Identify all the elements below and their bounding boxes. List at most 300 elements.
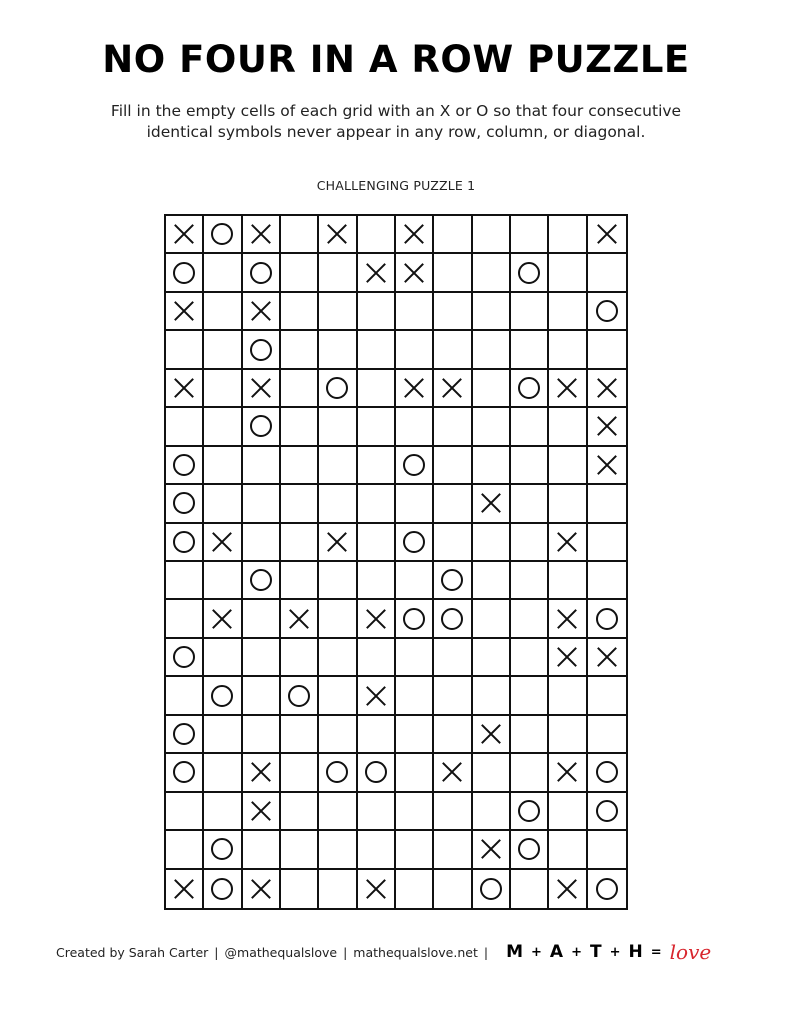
grid-cell[interactable] [319, 408, 357, 446]
grid-cell[interactable] [473, 793, 511, 831]
grid-cell[interactable] [319, 254, 357, 292]
x-mark-icon [366, 609, 386, 629]
grid-cell[interactable] [319, 831, 357, 869]
x-mark-icon [251, 301, 271, 321]
grid-cell[interactable] [434, 524, 472, 562]
grid-cell[interactable] [166, 600, 204, 638]
o-mark-icon [173, 531, 195, 553]
o-mark-icon [211, 223, 233, 245]
grid-cell[interactable] [166, 408, 204, 446]
grid-cell[interactable] [243, 677, 281, 715]
grid-cell [473, 716, 511, 754]
grid-cell[interactable] [358, 216, 396, 254]
grid-cell[interactable] [473, 562, 511, 600]
grid-cell[interactable] [434, 831, 472, 869]
brand-letter-h: H [628, 942, 643, 962]
grid-cell[interactable] [281, 485, 319, 523]
x-mark-icon [174, 301, 194, 321]
grid-cell [166, 447, 204, 485]
grid-cell [166, 254, 204, 292]
grid-cell [396, 370, 434, 408]
grid-cell[interactable] [396, 677, 434, 715]
puzzle-subtitle: CHALLENGING PUZZLE 1 [316, 178, 476, 193]
grid-cell[interactable] [281, 524, 319, 562]
grid-cell [166, 754, 204, 792]
grid-cell[interactable] [549, 447, 587, 485]
grid-cell[interactable] [166, 331, 204, 369]
grid-cell [281, 600, 319, 638]
grid-cell [396, 447, 434, 485]
grid-cell[interactable] [243, 485, 281, 523]
grid-cell[interactable] [243, 831, 281, 869]
x-mark-icon [557, 609, 577, 629]
o-mark-icon [173, 761, 195, 783]
grid-cell [166, 524, 204, 562]
o-mark-icon [173, 454, 195, 476]
grid-cell[interactable] [204, 331, 242, 369]
o-mark-icon [250, 569, 272, 591]
grid-cell[interactable] [473, 408, 511, 446]
grid-cell [166, 216, 204, 254]
footer-website: mathequalslove.net [353, 944, 478, 960]
grid-cell[interactable] [588, 524, 626, 562]
x-mark-icon [251, 801, 271, 821]
x-mark-icon [404, 263, 424, 283]
o-mark-icon [518, 377, 540, 399]
grid-cell[interactable] [319, 331, 357, 369]
grid-cell [549, 870, 587, 908]
grid-cell [166, 639, 204, 677]
grid-cell [396, 216, 434, 254]
grid-cell [243, 331, 281, 369]
x-mark-icon [557, 378, 577, 398]
grid-cell[interactable] [511, 408, 549, 446]
x-mark-icon [557, 879, 577, 899]
grid-cell[interactable] [358, 331, 396, 369]
grid-cell[interactable] [204, 639, 242, 677]
grid-cell[interactable] [281, 254, 319, 292]
footer-handle: @mathequalslove [224, 944, 338, 960]
x-mark-icon [174, 224, 194, 244]
grid-cell [588, 408, 626, 446]
grid-cell[interactable] [281, 562, 319, 600]
grid-cell[interactable] [434, 331, 472, 369]
x-mark-icon [557, 532, 577, 552]
grid-cell [434, 600, 472, 638]
x-mark-icon [442, 762, 462, 782]
grid-cell[interactable] [358, 408, 396, 446]
brand-plus: + [609, 944, 621, 960]
o-mark-icon [518, 262, 540, 284]
grid-cell[interactable] [396, 870, 434, 908]
grid-cell[interactable] [243, 447, 281, 485]
grid-cell[interactable] [358, 793, 396, 831]
o-mark-icon [173, 262, 195, 284]
x-mark-icon [366, 686, 386, 706]
grid-cell [166, 716, 204, 754]
grid-cell[interactable] [281, 639, 319, 677]
o-mark-icon [326, 761, 348, 783]
grid-cell[interactable] [549, 293, 587, 331]
instructions-line-1: Fill in the empty cells of each grid with an X or O so that four consecutive [110, 102, 682, 120]
grid-cell[interactable] [434, 408, 472, 446]
grid-cell [588, 447, 626, 485]
grid-cell[interactable] [511, 216, 549, 254]
instructions [60, 101, 732, 143]
x-mark-icon [597, 224, 617, 244]
grid-cell[interactable] [243, 524, 281, 562]
x-mark-icon [597, 416, 617, 436]
grid-cell[interactable] [358, 639, 396, 677]
grid-cell[interactable] [396, 331, 434, 369]
grid-cell [549, 370, 587, 408]
x-mark-icon [442, 378, 462, 398]
grid-cell [243, 870, 281, 908]
brand-letter-m: M [506, 942, 523, 962]
grid-cell[interactable] [511, 485, 549, 523]
grid-cell[interactable] [358, 485, 396, 523]
grid-cell[interactable] [204, 254, 242, 292]
grid-cell [549, 639, 587, 677]
grid-cell[interactable] [358, 524, 396, 562]
grid-cell [166, 485, 204, 523]
grid-cell [588, 370, 626, 408]
o-mark-icon [596, 800, 618, 822]
grid-cell [358, 870, 396, 908]
grid-cell[interactable] [204, 447, 242, 485]
footer-separator: | [343, 944, 348, 960]
grid-cell [204, 216, 242, 254]
grid-cell [243, 293, 281, 331]
grid-cell[interactable] [511, 754, 549, 792]
grid-cell[interactable] [473, 370, 511, 408]
grid-cell [588, 293, 626, 331]
o-mark-icon [326, 377, 348, 399]
grid-cell[interactable] [281, 331, 319, 369]
grid-cell [396, 600, 434, 638]
x-mark-icon [251, 762, 271, 782]
grid-cell[interactable] [434, 639, 472, 677]
grid-cell[interactable] [319, 293, 357, 331]
grid-cell [204, 870, 242, 908]
brand-letter-a: A [549, 942, 564, 962]
grid-cell[interactable] [549, 562, 587, 600]
grid-cell[interactable] [473, 677, 511, 715]
grid-cell[interactable] [549, 716, 587, 754]
x-mark-icon [597, 378, 617, 398]
grid-cell[interactable] [204, 562, 242, 600]
grid-cell[interactable] [281, 716, 319, 754]
grid-cell[interactable] [473, 216, 511, 254]
o-mark-icon [250, 415, 272, 437]
grid-cell[interactable] [166, 831, 204, 869]
o-mark-icon [596, 300, 618, 322]
grid-cell[interactable] [396, 831, 434, 869]
grid-cell [549, 754, 587, 792]
grid-cell[interactable] [473, 331, 511, 369]
grid-cell[interactable] [281, 870, 319, 908]
grid-cell[interactable] [166, 677, 204, 715]
grid-cell[interactable] [549, 485, 587, 523]
grid-cell[interactable] [511, 600, 549, 638]
grid-cell [358, 254, 396, 292]
o-mark-icon [480, 878, 502, 900]
grid-cell[interactable] [319, 793, 357, 831]
grid-cell[interactable] [319, 562, 357, 600]
footer-credit: Created by Sarah Carter [56, 944, 209, 960]
grid-cell [358, 600, 396, 638]
grid-cell[interactable] [204, 370, 242, 408]
grid-cell[interactable] [434, 216, 472, 254]
grid-cell[interactable] [588, 677, 626, 715]
o-mark-icon [403, 531, 425, 553]
grid-cell[interactable] [511, 677, 549, 715]
grid-cell[interactable] [588, 831, 626, 869]
grid-cell[interactable] [243, 716, 281, 754]
grid-cell[interactable] [511, 716, 549, 754]
grid-cell [166, 293, 204, 331]
grid-cell [549, 524, 587, 562]
grid-cell[interactable] [549, 793, 587, 831]
o-mark-icon [441, 569, 463, 591]
grid-cell[interactable] [204, 716, 242, 754]
grid-cell[interactable] [588, 562, 626, 600]
grid-cell[interactable] [243, 639, 281, 677]
grid-cell[interactable] [319, 716, 357, 754]
brand-plus: + [531, 944, 542, 960]
grid-cell[interactable] [319, 677, 357, 715]
footer-separator: | [483, 944, 489, 960]
grid-cell[interactable] [473, 600, 511, 638]
grid-cell[interactable] [281, 447, 319, 485]
x-mark-icon [366, 263, 386, 283]
grid-cell [243, 370, 281, 408]
o-mark-icon [403, 608, 425, 630]
grid-cell[interactable] [166, 562, 204, 600]
x-mark-icon [557, 647, 577, 667]
brand-letter-t: T [589, 942, 602, 962]
grid-cell [166, 870, 204, 908]
grid-cell[interactable] [473, 293, 511, 331]
grid-cell [434, 754, 472, 792]
grid-cell[interactable] [588, 485, 626, 523]
grid-cell[interactable] [549, 216, 587, 254]
grid-cell [434, 370, 472, 408]
o-mark-icon [211, 838, 233, 860]
grid-cell [319, 524, 357, 562]
grid-cell[interactable] [511, 562, 549, 600]
o-mark-icon [518, 800, 540, 822]
grid-cell[interactable] [473, 639, 511, 677]
grid-cell[interactable] [511, 447, 549, 485]
grid-cell[interactable] [319, 485, 357, 523]
grid-cell [473, 831, 511, 869]
grid-cell[interactable] [549, 254, 587, 292]
grid-cell[interactable] [511, 331, 549, 369]
grid-cell[interactable] [358, 370, 396, 408]
grid-cell[interactable] [434, 677, 472, 715]
x-mark-icon [251, 224, 271, 244]
grid-cell [588, 793, 626, 831]
grid-cell[interactable] [358, 562, 396, 600]
o-mark-icon [173, 646, 195, 668]
grid-cell [434, 562, 472, 600]
x-mark-icon [481, 724, 501, 744]
grid-cell[interactable] [434, 485, 472, 523]
grid-cell[interactable] [204, 793, 242, 831]
grid-cell [396, 524, 434, 562]
grid-cell[interactable] [358, 831, 396, 869]
x-mark-icon [212, 532, 232, 552]
grid-cell [243, 408, 281, 446]
x-mark-icon [174, 378, 194, 398]
grid-cell[interactable] [549, 331, 587, 369]
puzzle-grid [164, 214, 628, 910]
grid-cell[interactable] [281, 408, 319, 446]
grid-cell[interactable] [434, 716, 472, 754]
grid-cell[interactable] [473, 524, 511, 562]
x-mark-icon [404, 224, 424, 244]
grid-cell[interactable] [511, 870, 549, 908]
grid-cell[interactable] [281, 793, 319, 831]
grid-cell [358, 754, 396, 792]
o-mark-icon [403, 454, 425, 476]
grid-cell[interactable] [281, 370, 319, 408]
x-mark-icon [366, 879, 386, 899]
grid-cell [358, 677, 396, 715]
page-title: NO FOUR IN A ROW PUZZLE [102, 38, 690, 81]
footer-separator: | [214, 944, 219, 960]
x-mark-icon [251, 879, 271, 899]
brand-equals: = [650, 944, 662, 960]
grid-cell[interactable] [434, 870, 472, 908]
grid-cell[interactable] [434, 447, 472, 485]
grid-cell [588, 639, 626, 677]
grid-cell [588, 600, 626, 638]
grid-cell [588, 216, 626, 254]
o-mark-icon [596, 878, 618, 900]
grid-cell [243, 254, 281, 292]
grid-cell[interactable] [588, 331, 626, 369]
o-mark-icon [596, 608, 618, 630]
brand-logo [502, 940, 715, 964]
grid-cell[interactable] [358, 716, 396, 754]
grid-cell [243, 562, 281, 600]
grid-cell[interactable] [204, 754, 242, 792]
grid-cell[interactable] [396, 408, 434, 446]
grid-cell[interactable] [473, 447, 511, 485]
grid-cell[interactable] [204, 485, 242, 523]
grid-cell[interactable] [358, 447, 396, 485]
grid-cell[interactable] [319, 639, 357, 677]
grid-cell[interactable] [549, 408, 587, 446]
grid-cell [511, 254, 549, 292]
o-mark-icon [596, 761, 618, 783]
brand-plus: + [571, 944, 582, 960]
footer [56, 940, 715, 964]
grid-cell [281, 677, 319, 715]
o-mark-icon [250, 339, 272, 361]
o-mark-icon [365, 761, 387, 783]
grid-cell[interactable] [396, 639, 434, 677]
grid-cell[interactable] [319, 600, 357, 638]
o-mark-icon [441, 608, 463, 630]
grid-cell[interactable] [166, 793, 204, 831]
grid-cell[interactable] [396, 754, 434, 792]
grid-cell[interactable] [204, 293, 242, 331]
grid-cell[interactable] [281, 216, 319, 254]
grid-cell[interactable] [511, 524, 549, 562]
x-mark-icon [597, 647, 617, 667]
o-mark-icon [211, 685, 233, 707]
grid-cell[interactable] [396, 716, 434, 754]
grid-cell [588, 870, 626, 908]
x-mark-icon [251, 378, 271, 398]
grid-cell[interactable] [396, 293, 434, 331]
grid-cell [588, 754, 626, 792]
grid-cell [319, 754, 357, 792]
x-mark-icon [174, 879, 194, 899]
grid-cell[interactable] [511, 293, 549, 331]
grid-cell [319, 370, 357, 408]
grid-cell[interactable] [358, 293, 396, 331]
grid-cell[interactable] [549, 831, 587, 869]
grid-cell [396, 254, 434, 292]
o-mark-icon [288, 685, 310, 707]
grid-cell [204, 831, 242, 869]
grid-cell[interactable] [588, 716, 626, 754]
grid-cell[interactable] [396, 485, 434, 523]
grid-cell[interactable] [434, 793, 472, 831]
grid-cell [243, 793, 281, 831]
grid-cell[interactable] [281, 754, 319, 792]
grid-cell [204, 677, 242, 715]
grid-cell [166, 370, 204, 408]
x-mark-icon [481, 493, 501, 513]
o-mark-icon [518, 838, 540, 860]
o-mark-icon [173, 723, 195, 745]
o-mark-icon [250, 262, 272, 284]
grid-cell[interactable] [281, 293, 319, 331]
x-mark-icon [557, 762, 577, 782]
grid-cell[interactable] [473, 254, 511, 292]
grid-cell [549, 600, 587, 638]
grid-cell[interactable] [434, 254, 472, 292]
brand-love: love [669, 940, 712, 964]
grid-cell [204, 600, 242, 638]
grid-cell[interactable] [396, 793, 434, 831]
grid-cell[interactable] [396, 562, 434, 600]
grid-cell[interactable] [243, 600, 281, 638]
grid-cell[interactable] [588, 254, 626, 292]
grid-cell [473, 870, 511, 908]
grid-cell[interactable] [319, 447, 357, 485]
grid-cell[interactable] [281, 831, 319, 869]
grid-cell[interactable] [473, 754, 511, 792]
grid-cell [243, 216, 281, 254]
grid-cell[interactable] [434, 293, 472, 331]
x-mark-icon [327, 224, 347, 244]
grid-cell[interactable] [549, 677, 587, 715]
o-mark-icon [211, 878, 233, 900]
grid-cell [204, 524, 242, 562]
x-mark-icon [404, 378, 424, 398]
grid-cell[interactable] [319, 870, 357, 908]
grid-cell[interactable] [204, 408, 242, 446]
grid-cell[interactable] [511, 639, 549, 677]
grid-cell [319, 216, 357, 254]
o-mark-icon [173, 492, 195, 514]
